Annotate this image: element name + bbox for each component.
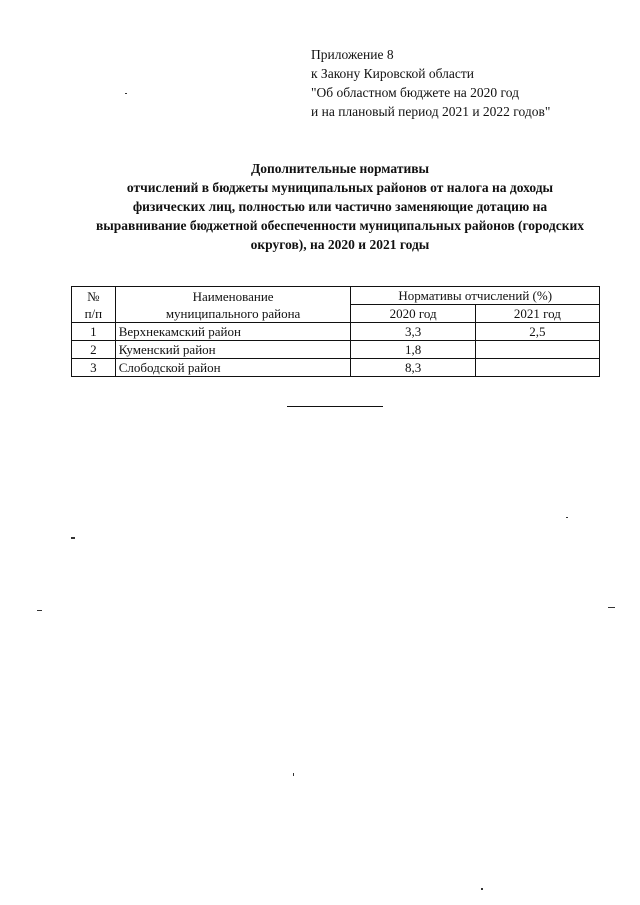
row-district-name: Слободской район [115,359,351,377]
row-num: 2 [72,341,116,359]
title-line: выравнивание бюджетной обеспеченности муниципальных районов (городских [95,218,585,233]
appendix-header [311,45,550,121]
header-num-line1: № [87,288,100,304]
table-header-row [72,287,600,305]
header-num [72,287,116,323]
table-row [72,341,600,359]
appendix-line: "Об областном бюджете на 2020 год [311,85,519,100]
appendix-line: Приложение 8 [311,47,394,62]
header-norms-group: Нормативы отчислений (%) [351,287,600,305]
row-district-name: Верхнекамский район [115,323,351,341]
header-name-line2: муниципального района [165,305,301,321]
row-value-2021: 2,5 [475,323,599,341]
header-name [115,287,351,323]
appendix-line: и на плановый период 2021 и 2022 годов" [311,104,551,119]
norms-table [71,286,600,377]
scan-speck [608,607,615,608]
title-line: физических лиц, полностью или частично заменяющие дотацию на [132,199,548,214]
row-value-2021 [475,341,599,359]
table-row [72,323,600,341]
table-row [72,359,600,377]
row-value-2020: 8,3 [351,359,475,377]
scan-speck [481,888,483,890]
appendix-line: к Закону Кировской области [311,66,475,81]
scan-speck [125,93,127,94]
row-district-name: Куменский район [115,341,351,359]
end-separator-line [287,406,383,407]
document-title [70,159,610,254]
header-2020: 2020 год [351,305,475,323]
scan-speck [566,517,568,518]
row-num: 3 [72,359,116,377]
title-line: Дополнительные нормативы [250,161,430,176]
scan-speck [71,537,75,539]
title-line: округов), на 2020 и 2021 годы [250,237,430,252]
scan-speck [293,773,294,776]
header-name-line1: Наименование [192,288,274,304]
title-line: отчислений в бюджеты муниципальных районов от налога на доходы [126,180,554,195]
row-value-2020: 1,8 [351,341,475,359]
row-value-2020: 3,3 [351,323,475,341]
header-2021: 2021 год [475,305,599,323]
scan-speck [37,610,42,611]
row-num: 1 [72,323,116,341]
row-value-2021 [475,359,599,377]
header-num-line2: п/п [84,305,103,321]
